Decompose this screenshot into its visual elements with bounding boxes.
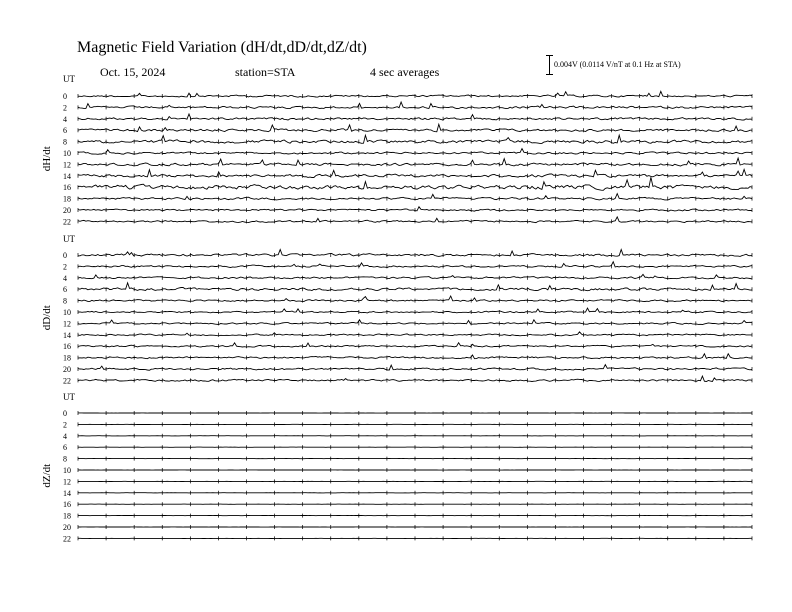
hour-label: 0 xyxy=(63,251,67,260)
hour-label: 4 xyxy=(63,114,67,124)
hour-label: 2 xyxy=(63,103,67,113)
trace-line xyxy=(78,102,752,109)
hour-label: 18 xyxy=(63,511,71,521)
hour-label: 6 xyxy=(63,443,67,453)
axis-label: dH/dt xyxy=(41,146,53,172)
hour-label: 8 xyxy=(63,296,67,306)
ut-label: UT xyxy=(63,74,75,84)
axis-label: dD/dt xyxy=(41,305,53,331)
trace-line xyxy=(78,283,752,291)
averaging-label: 4 sec averages xyxy=(370,65,440,79)
hour-label: 14 xyxy=(63,330,71,340)
hour-label: 0 xyxy=(63,92,67,101)
hour-label: 22 xyxy=(63,217,71,227)
hour-label: 12 xyxy=(63,160,71,170)
hour-label: 2 xyxy=(63,262,67,272)
chart-title: Magnetic Field Variation (dH/dt,dD/dt,dZ/dt) xyxy=(77,39,367,56)
hour-label: 22 xyxy=(63,534,71,544)
hour-label: 4 xyxy=(63,431,67,441)
hour-label: 0 xyxy=(63,409,67,418)
trace-line xyxy=(78,135,752,143)
hour-label: 16 xyxy=(63,183,71,193)
station-label: station=STA xyxy=(235,65,296,79)
hour-label: 20 xyxy=(63,365,71,374)
hour-label: 6 xyxy=(63,126,67,136)
hour-label: 22 xyxy=(63,376,71,386)
hour-label: 14 xyxy=(63,171,71,181)
hour-label: 10 xyxy=(63,149,71,158)
hour-label: 20 xyxy=(63,523,71,532)
axis-label: dZ/dt xyxy=(41,463,53,488)
ut-label: UT xyxy=(63,392,75,402)
hour-label: 8 xyxy=(63,137,67,147)
hour-label: 18 xyxy=(63,194,71,204)
hour-label: 12 xyxy=(63,319,71,329)
hour-label: 14 xyxy=(63,488,71,498)
hour-label: 10 xyxy=(63,466,71,475)
ut-label: UT xyxy=(63,234,75,244)
hour-label: 10 xyxy=(63,308,71,317)
hour-label: 12 xyxy=(63,477,71,487)
date-label: Oct. 15, 2024 xyxy=(100,65,166,79)
hour-label: 8 xyxy=(63,454,67,464)
scale-label: 0.004V (0.0114 V/nT at 0.1 Hz at STA) xyxy=(554,60,681,69)
hour-label: 2 xyxy=(63,420,67,430)
hour-label: 16 xyxy=(63,342,71,352)
hour-label: 18 xyxy=(63,353,71,363)
hour-label: 6 xyxy=(63,285,67,295)
hour-label: 20 xyxy=(63,206,71,215)
hour-label: 4 xyxy=(63,273,67,283)
hour-label: 16 xyxy=(63,500,71,510)
